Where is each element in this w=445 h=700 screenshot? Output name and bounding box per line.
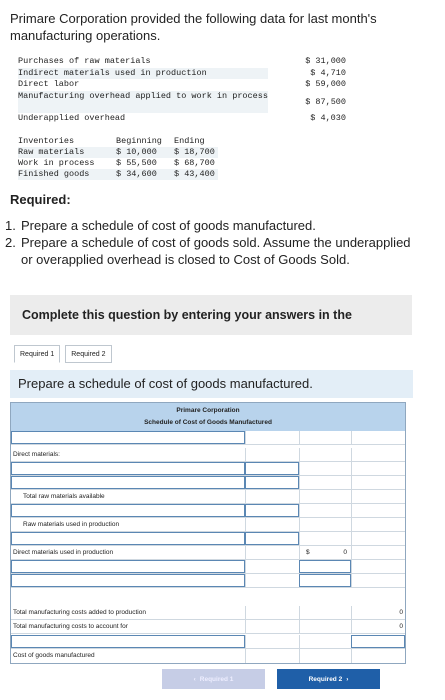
amount-cell <box>245 448 299 462</box>
inventory-beginning: $ 10,000 <box>116 147 157 157</box>
tab-required-1[interactable]: Required 1 <box>14 345 60 363</box>
inventory-beginning: $ 55,500 <box>116 158 157 168</box>
amount-cell <box>245 546 299 560</box>
table-row <box>11 518 405 532</box>
inventory-ending: $ 68,700 <box>174 158 215 168</box>
label-input[interactable] <box>11 504 245 517</box>
amount-cell <box>299 504 351 518</box>
schedule-worksheet <box>10 402 406 664</box>
row-label: Direct materials used in production <box>13 549 114 556</box>
data-value: $ 31,000 <box>305 56 346 66</box>
inventory-header: Ending <box>174 136 205 146</box>
amount-cell <box>299 518 351 532</box>
data-value: $ 87,500 <box>305 96 346 107</box>
question-prompt: Prepare a schedule of cost of goods manufactured. <box>10 370 413 398</box>
table-row <box>11 462 405 476</box>
data-value: $ 4,710 <box>310 67 346 78</box>
inventory-header: Beginning <box>116 136 162 146</box>
inventory-header-row <box>18 136 218 147</box>
requirement-text: Prepare a schedule of cost of goods manufactured. <box>21 218 316 233</box>
requirement-number: 1. <box>5 218 16 233</box>
table-row <box>11 574 405 588</box>
amount-cell <box>245 635 299 649</box>
amount-cell <box>299 476 351 490</box>
data-value: $ 4,030 <box>310 112 346 123</box>
amount-input[interactable] <box>299 574 351 587</box>
amount-cell <box>245 649 299 663</box>
inventory-row <box>18 169 218 180</box>
data-value: $ 59,000 <box>305 79 346 89</box>
amount-cell <box>351 620 405 634</box>
total-mfg-added-value: 0 <box>399 609 403 616</box>
chevron-right-icon: › <box>346 675 349 683</box>
requirement-item <box>5 234 425 268</box>
amount-cell <box>299 431 351 445</box>
amount-cell <box>351 431 405 445</box>
table-row <box>11 546 405 560</box>
chevron-left-icon: ‹ <box>193 675 196 683</box>
amount-cell <box>351 532 405 546</box>
label-input[interactable] <box>11 532 245 545</box>
label-input[interactable] <box>11 635 245 648</box>
amount-cell <box>351 560 405 574</box>
inventory-row <box>18 147 218 158</box>
table-row <box>11 560 405 574</box>
amount-cell <box>245 431 299 445</box>
amount-cell <box>351 574 405 588</box>
amount-cell <box>245 620 299 634</box>
amount-cell <box>351 448 405 462</box>
inventory-ending: $ 18,700 <box>174 147 215 157</box>
label-input[interactable] <box>11 431 245 444</box>
amount-cell <box>299 546 351 560</box>
inventory-table <box>18 136 218 180</box>
row-label: Total raw materials available <box>23 493 105 500</box>
requirements-list <box>5 217 425 268</box>
amount-cell <box>351 462 405 476</box>
data-label: Purchases of raw materials <box>18 56 151 66</box>
dm-used-value: 0 <box>343 549 347 556</box>
tab-bar <box>14 345 112 363</box>
label-input[interactable] <box>11 574 245 587</box>
amount-cell <box>299 635 351 649</box>
amount-cell <box>351 606 405 620</box>
amount-cell <box>299 620 351 634</box>
amount-cell <box>245 490 299 504</box>
problem-intro: Primare Corporation provided the following data for last month's manufacturing operations. <box>10 11 377 43</box>
label-input[interactable] <box>11 560 245 573</box>
dollar-sign: $ <box>306 549 310 556</box>
amount-cell <box>299 490 351 504</box>
requirement-text: Prepare a schedule of cost of goods sold. Assume the underapplied or overapplied overhead is closed to Cost of Goods Sold. <box>21 235 411 267</box>
amount-cell <box>351 546 405 560</box>
row-label: Cost of goods manufactured <box>13 652 95 659</box>
next-button-label: Required 2 <box>308 675 343 683</box>
table-row <box>11 635 405 649</box>
amount-cell <box>299 606 351 620</box>
inventory-name: Work in process <box>18 158 95 168</box>
table-row <box>11 448 405 462</box>
next-required-button[interactable] <box>277 669 380 689</box>
amount-cell <box>245 560 299 574</box>
amount-cell <box>351 649 405 663</box>
amount-cell <box>299 448 351 462</box>
amount-cell <box>351 504 405 518</box>
amount-cell <box>299 649 351 663</box>
amount-input[interactable] <box>351 635 405 648</box>
required-heading: Required: <box>10 192 71 207</box>
amount-input[interactable] <box>245 462 299 475</box>
company-name: Primare Corporation <box>176 407 240 414</box>
row-label: Direct materials: <box>13 451 60 458</box>
amount-cell <box>299 462 351 476</box>
tab-required-2[interactable]: Required 2 <box>65 345 111 363</box>
data-list <box>18 56 268 124</box>
amount-input[interactable] <box>245 504 299 517</box>
data-values <box>296 56 346 124</box>
amount-input[interactable] <box>245 476 299 489</box>
amount-cell <box>351 490 405 504</box>
amount-cell <box>351 476 405 490</box>
table-row <box>11 649 405 663</box>
table-row <box>11 431 405 445</box>
total-mfg-account-value: 0 <box>399 623 403 630</box>
amount-cell <box>245 518 299 532</box>
requirement-number: 2. <box>5 235 16 250</box>
label-input[interactable] <box>11 476 245 489</box>
inventory-name: Raw materials <box>18 147 85 157</box>
requirement-item <box>5 217 425 234</box>
row-label: Raw materials used in production <box>23 521 120 528</box>
inventory-header: Inventories <box>18 136 75 146</box>
prev-required-button[interactable] <box>162 669 265 689</box>
amount-cell <box>351 518 405 532</box>
data-label: Direct labor <box>18 79 80 89</box>
amount-input[interactable] <box>299 560 351 573</box>
table-row <box>11 490 405 504</box>
schedule-title: Schedule of Cost of Goods Manufactured <box>144 419 272 426</box>
schedule-header <box>11 403 405 431</box>
table-row <box>11 532 405 546</box>
data-label: Indirect materials used in production <box>18 68 268 80</box>
inventory-row <box>18 158 218 169</box>
amount-cell <box>245 606 299 620</box>
amount-cell <box>245 574 299 588</box>
table-row <box>11 476 405 490</box>
prev-button-label: Required 1 <box>199 675 234 683</box>
inventory-name: Finished goods <box>18 169 90 179</box>
row-label: Total manufacturing costs added to production <box>13 609 146 616</box>
table-row <box>11 606 405 620</box>
instruction-banner: Complete this question by entering your answers in the <box>10 295 412 335</box>
row-label: Total manufacturing costs to account for <box>13 623 128 630</box>
amount-input[interactable] <box>245 532 299 545</box>
table-row <box>11 620 405 634</box>
inventory-beginning: $ 34,600 <box>116 169 157 179</box>
amount-cell <box>299 532 351 546</box>
data-label: Underapplied overhead <box>18 112 126 123</box>
inventory-ending: $ 43,400 <box>174 169 215 179</box>
label-input[interactable] <box>11 462 245 475</box>
data-label: Manufacturing overhead applied to work in process <box>18 91 268 113</box>
table-row <box>11 504 405 518</box>
